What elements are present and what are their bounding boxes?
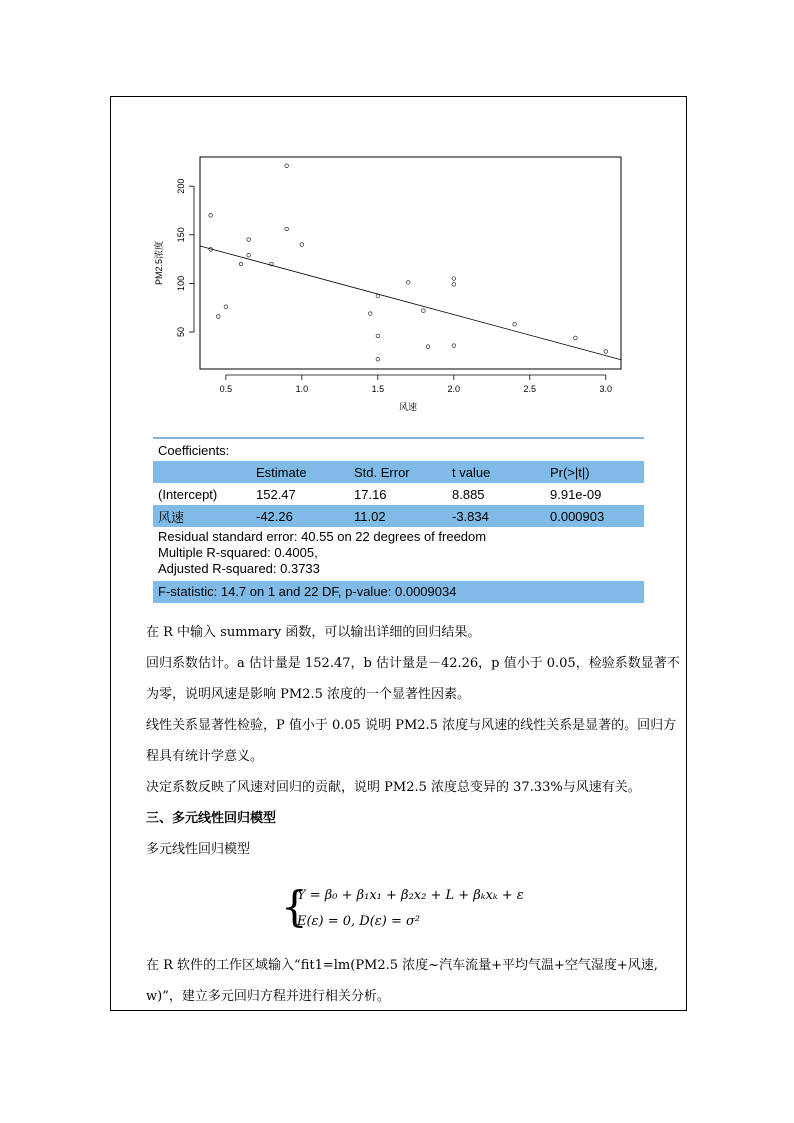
data-point [247,253,251,257]
paragraph: 在 R 中输入 summary 函数，可以输出详细的回归结果。 [146,625,481,640]
x-tick-label: 1.5 [371,384,385,394]
data-point [376,294,380,298]
data-point [239,262,243,266]
data-point [247,238,251,242]
y-tick-label: 150 [176,227,186,243]
coef-header-row [153,461,644,483]
y-tick-label: 50 [176,327,186,338]
paragraph: 多元线性回归模型 [146,842,251,857]
paragraph: 线性关系显著性检验，P 值小于 0.05 说明 PM2.5 浓度与风速的线性关系是显著的。回归方程具有统计学意义。 [146,718,677,764]
data-point [422,309,426,313]
coefficients-table [153,437,644,603]
paragraph: 决定系数反映了风速对回归的贡献，说明 PM2.5 浓度总变异的 37.33%与风速有关。 [146,780,641,795]
data-point [452,283,456,287]
x-tick-label: 0.5 [219,384,233,394]
data-point [285,164,289,168]
data-point [376,334,380,338]
adjusted-r2-text: Adjusted R-squared: 0.3733 [158,561,320,576]
data-point [406,281,410,285]
x-tick-label: 2.5 [523,384,537,394]
x-tick-label: 3.0 [599,384,613,394]
table-row: 风速 -42.26 11.02 -3.834 0.000903 [153,505,644,527]
paragraph: 回归系数估计。a 估计量是 152.47，b 估计量是－42.26，p 值小于 0.05，检验系数显著不为零，说明风速是影响 PM2.5 浓度的一个显著性因素。 [146,656,680,702]
data-point [300,243,304,247]
x-tick-label: 2.0 [447,384,461,394]
x-axis-label: 风速 [398,402,418,412]
data-points [209,164,608,361]
coef-title: Coefficients: [158,442,230,458]
scatter-chart [150,150,630,420]
data-point [452,277,456,281]
paragraph: 在 R 软件的工作区域输入“fit1=lm(PM2.5 浓度~汽车流量+平均气温+空气湿度+风速, w)”，建立多元回归方程并进行相关分析。 [146,958,658,1004]
table-row: (Intercept) 152.47 17.16 8.885 9.91e-09 [158,486,602,502]
data-point [426,345,430,349]
header-p-value: Pr(>|t|) [550,464,590,480]
data-point [604,350,608,354]
y-axis [176,179,194,337]
data-point [216,315,220,319]
header-std-error: Std. Error [354,464,410,480]
x-tick-label: 1.0 [295,384,309,394]
data-point [452,344,456,348]
coef-title-row [153,439,644,461]
regression-line [200,246,621,360]
model-stats [153,527,644,581]
y-tick-label: 200 [176,178,186,194]
data-point [376,357,380,361]
header-estimate: Estimate [256,464,307,480]
data-point [285,227,289,231]
data-point [209,214,213,218]
data-point [513,322,517,326]
section-heading: 三、多元线性回归模型 [146,811,277,826]
multiple-r2-text: Multiple R-squared: 0.4005, [158,545,318,560]
y-tick-label: 100 [176,275,186,291]
rse-text: Residual standard error: 40.55 on 22 degrees of freedom [158,529,487,544]
data-point [574,336,578,340]
x-axis [220,375,612,394]
data-point [368,312,372,316]
f-statistic-row: F-statistic: 14.7 on 1 and 22 DF, p-value: 0.0009034 [153,581,644,603]
data-point [224,305,228,309]
header-t-value: t value [452,464,491,480]
y-axis-label: PM2.5浓度 [154,240,164,286]
